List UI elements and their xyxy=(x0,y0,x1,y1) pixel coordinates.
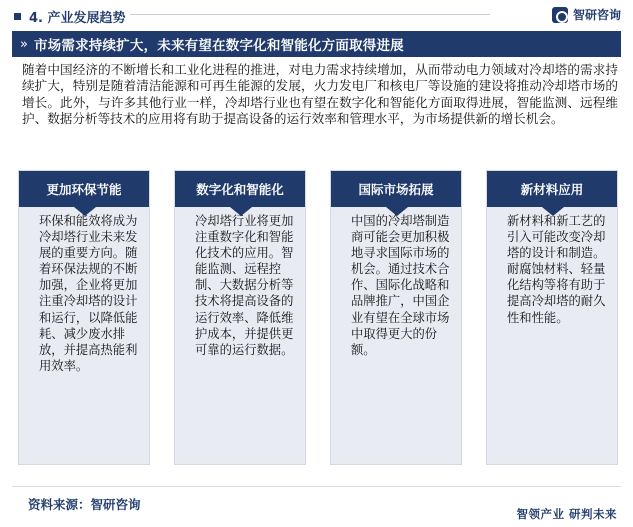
card-body: 冷却塔行业将更加注重数字化和智能化技术的应用。智能监测、远程控制、大数据分析等技术将提高设备的运行效率、降低维护成本，并提供更可靠的运行数据。 xyxy=(195,214,294,357)
card-title: 数字化和智能化 xyxy=(175,171,305,207)
source-note: 资料来源：智研咨询 xyxy=(28,497,141,512)
logo-icon xyxy=(552,7,568,23)
section-title: 4. 产业发展趋势 xyxy=(29,11,126,26)
headline-title: 市场需求持续扩大，未来有望在数字化和智能化方面取得进展 xyxy=(33,38,404,54)
card-body: 中国的冷却塔制造商可能会更加积极地寻求国际市场的机会。通过技术合作、国际化战略和品牌推广，中国企业有望在全球市场中取得更大的份额。 xyxy=(351,214,450,357)
card-body: 环保和能效将成为冷却塔行业未来发展的重要方向。随着环保法规的不断加强，企业将更加注重冷却塔的设计和运行，以降低能耗、减少废水排放，并提高热能利用效率。 xyxy=(39,214,138,373)
trend-cards xyxy=(18,170,618,465)
trend-card-international xyxy=(330,170,462,465)
section-label xyxy=(14,7,126,26)
top-divider xyxy=(130,14,490,15)
card-title: 国际市场拓展 xyxy=(331,171,461,207)
card-title: 新材料应用 xyxy=(487,171,617,207)
headline-banner xyxy=(12,31,621,57)
brand-logo xyxy=(552,6,621,23)
footer-slogan: 智领产业 研判未来 xyxy=(516,507,617,521)
logo-text: 智研咨询 xyxy=(572,8,621,22)
card-body: 新材料和新工艺的引入可能改变冷却塔的设计和制造。耐腐蚀材料、轻量化结构等将有助于提高冷却塔的耐久性和性能。 xyxy=(507,214,606,325)
square-bullet-icon xyxy=(14,13,21,20)
top-bar xyxy=(0,0,633,30)
double-chevron-icon: » xyxy=(20,36,28,52)
trend-card-eco xyxy=(18,170,150,465)
intro-paragraph: 随着中国经济的不断增长和工业化进程的推进，对电力需求持续增加，从而带动电力领域对冷却塔的需求持续扩大，特别是随着清洁能源和可再生能源的发展，火力发电厂和核电厂等设施的建设将推动冷却塔市场的增长。此外，与许多其他行业一样，冷却塔行业也有望在数字化和智能化方面取得进展，智能监测、远程维护、数据分析等技术的应用将有助于提高设备的运行效率和管理水平，为市场提供新的增长机会。 xyxy=(22,62,618,126)
trend-card-materials xyxy=(486,170,618,465)
trend-card-digital xyxy=(174,170,306,465)
card-title: 更加环保节能 xyxy=(19,171,149,207)
footer-divider xyxy=(12,486,621,487)
